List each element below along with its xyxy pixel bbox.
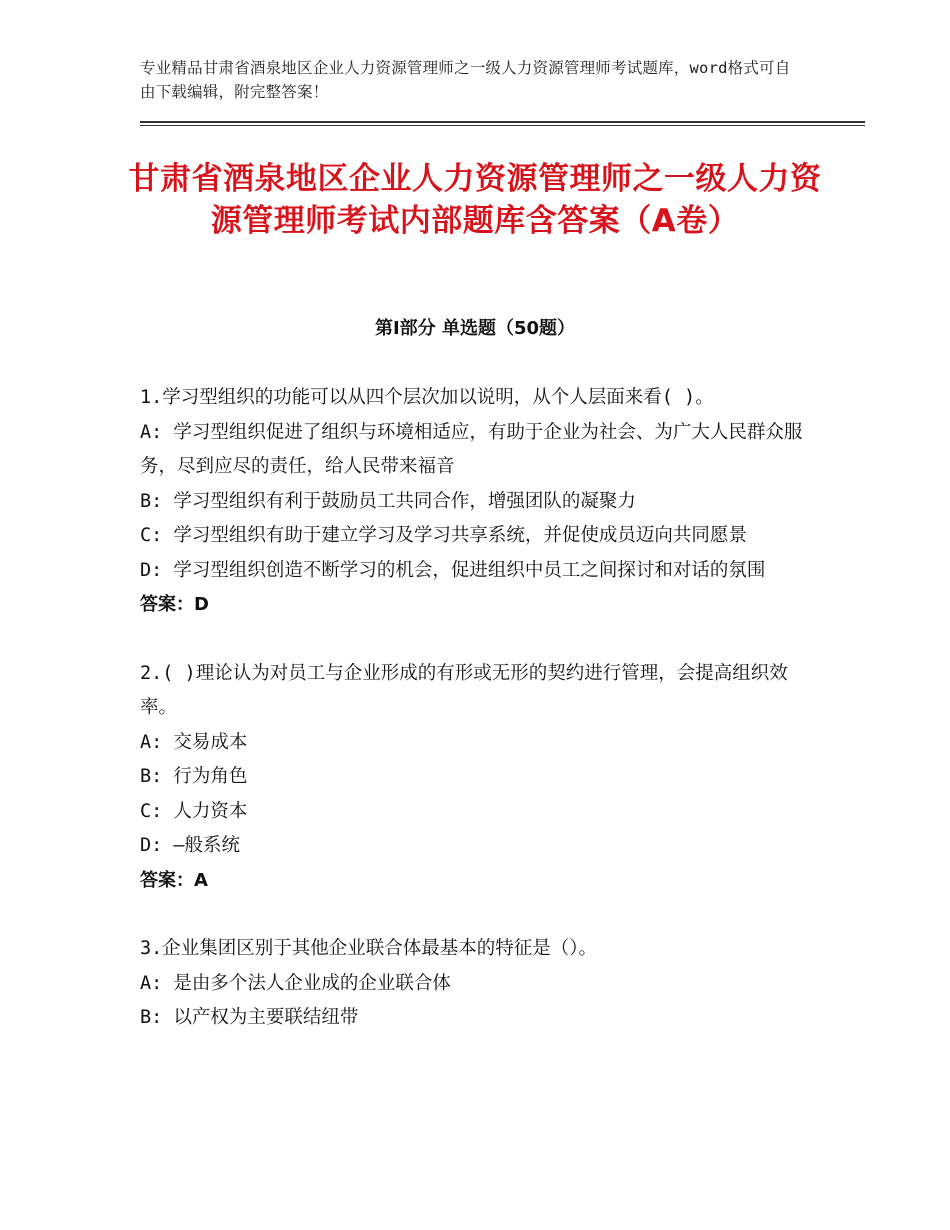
question-1 xyxy=(140,381,808,623)
option-c: C: 学习型组织有助于建立学习及学习共享系统，并促使成员迈向共同愿景 xyxy=(140,525,747,546)
header-divider xyxy=(140,121,865,126)
option-b: B: 行为角色 xyxy=(140,766,248,787)
option-d: D: —般系统 xyxy=(140,835,241,856)
question-3 xyxy=(140,932,808,1036)
option-c: C: 人力资本 xyxy=(140,800,248,822)
option-a: A: 交易成本 xyxy=(140,731,248,753)
option-a: A: 是由多个法人企业成的企业联合体 xyxy=(140,972,451,994)
question-2 xyxy=(140,657,808,899)
section-title: 第Ⅰ部分 单选题（50题） xyxy=(374,318,575,339)
question-stem: 3.企业集团区别于其他企业联合体最基本的特征是（）。 xyxy=(140,938,598,959)
answer: 答案：A xyxy=(140,869,208,891)
option-a: A: 学习型组织促进了组织与环境相适应，有助于企业为社会、为广大人民群众服务，尽到应尽的责任，给人民带来福音 xyxy=(140,421,803,477)
header-note: 专业精品甘肃省酒泉地区企业人力资源管理师之一级人力资源管理师考试题库，word格式可自由下载编辑，附完整答案！ xyxy=(140,59,791,101)
option-d: D: 学习型组织创造不断学习的机会，促进组织中员工之间探讨和对话的氛围 xyxy=(140,559,766,581)
question-list xyxy=(140,381,808,1070)
question-stem: 1.学习型组织的功能可以从四个层次加以说明，从个人层面来看( )。 xyxy=(140,387,714,408)
question-stem: 2.( )理论认为对员工与企业形成的有形或无形的契约进行管理，会提高组织效率。 xyxy=(140,662,788,718)
option-b: B: 以产权为主要联结纽带 xyxy=(140,1007,359,1028)
document-title: 甘肃省酒泉地区企业人力资源管理师之一级人力资源管理师考试内部题库含答案（A卷） xyxy=(128,161,822,239)
answer: 答案：D xyxy=(140,594,209,615)
option-b: B: 学习型组织有利于鼓励员工共同合作，增强团队的凝聚力 xyxy=(140,490,636,512)
